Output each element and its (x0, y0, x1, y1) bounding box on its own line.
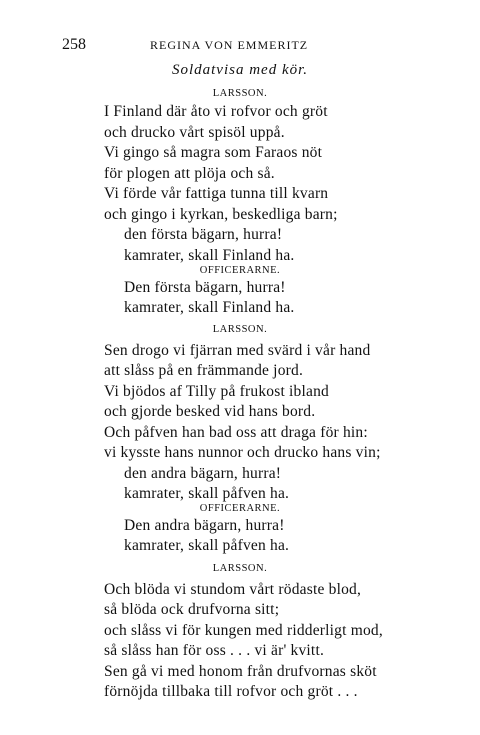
speaker-label: OFFICERARNE. (199, 503, 281, 514)
poem-title: Soldatvisa med kör. (171, 62, 309, 78)
verse-line: så blöda ock drufvorna sitt; (104, 601, 280, 618)
speaker-label: LARSSON. (212, 324, 268, 335)
verse-line: vi kysste hans nunnor och drucko hans vin; (104, 444, 381, 461)
verse-line: den första bägarn, hurra! (124, 226, 283, 243)
verse-line: Sen gå vi med honom från drufvornas sköt (104, 663, 377, 680)
speaker-label: LARSSON. (212, 563, 268, 574)
verse-line: för plogen att plöja och så. (104, 165, 275, 182)
running-title: REGINA VON EMMERITZ (150, 38, 309, 52)
verse-line: och gjorde besked vid hans bord. (104, 403, 316, 420)
verse-line: Vi gingo så magra som Faraos nöt (104, 144, 323, 161)
verse-line: och gingo i kyrkan, beskedliga barn; (104, 206, 338, 223)
verse-line: Vi förde vår fattiga tunna till kvarn (104, 185, 329, 202)
page-header (62, 36, 392, 56)
verse-line: Och påfven han bad oss att draga för hin: (104, 424, 368, 441)
speaker-label: LARSSON. (212, 88, 268, 99)
verse-line: kamrater, skall Finland ha. (124, 299, 295, 316)
verse-line: Vi bjödos af Tilly på frukost ibland (104, 383, 329, 400)
verse-line: förnöjda tillbaka till rofvor och gröt . . . (104, 683, 358, 700)
verse-line: den andra bägarn, hurra! (124, 465, 282, 482)
page-number: 258 (62, 36, 86, 53)
verse-line: kamrater, skall påfven ha. (124, 537, 290, 554)
verse-line: och drucko vårt spisöl uppå. (104, 124, 285, 141)
verse-line: kamrater, skall påfven ha. (124, 485, 290, 502)
verse-line: Den andra bägarn, hurra! (124, 517, 285, 534)
verse-line: så slåss han för oss . . . vi är' kvitt. (104, 642, 325, 659)
speaker-label: OFFICERARNE. (199, 265, 281, 276)
verse-line: Den första bägarn, hurra! (124, 279, 286, 296)
verse-line: Sen drogo vi fjärran med svärd i vår hand (104, 342, 371, 359)
verse-line: Och blöda vi stundom vårt rödaste blod, (104, 581, 362, 598)
verse-line: I Finland där åto vi rofvor och gröt (104, 103, 328, 120)
verse-line: att slåss på en främmande jord. (104, 362, 304, 379)
verse-line: kamrater, skall Finland ha. (124, 247, 295, 264)
verse-line: och slåss vi för kungen med ridderligt mod, (104, 622, 383, 639)
